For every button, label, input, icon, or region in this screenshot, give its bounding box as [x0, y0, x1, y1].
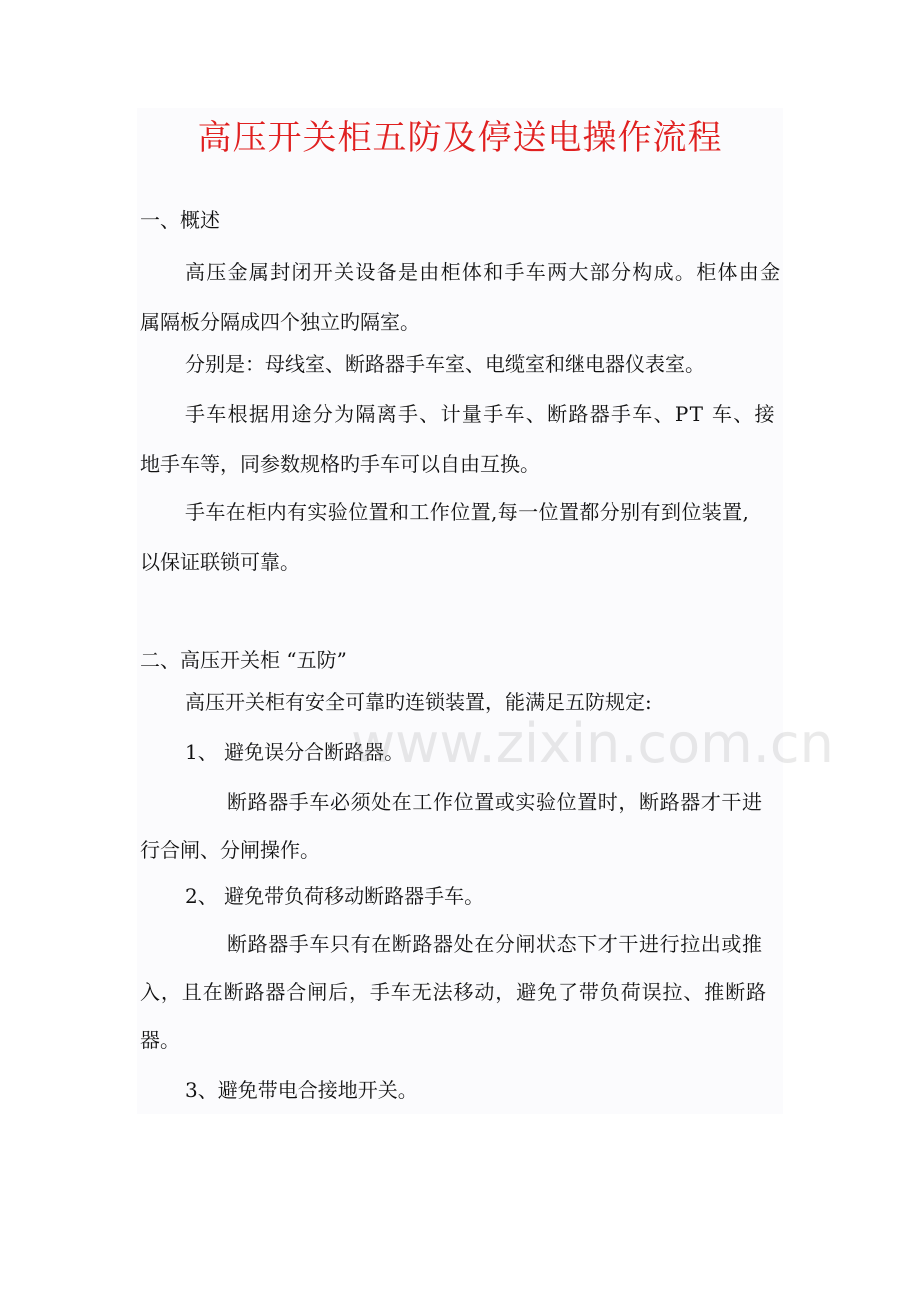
document-body — [137, 108, 834, 1114]
section-heading-overview: 一、概述 — [140, 208, 220, 232]
paragraph-line: 手车根据用途分为隔离手、计量手车、断路器手车、PT 车、接 — [185, 402, 776, 426]
paragraph-line: 断路器手车必须处在工作位置或实验位置时，断路器才干进 — [227, 790, 763, 814]
watermark: www.zixin.com.cn — [351, 712, 834, 775]
paragraph-line: 器。 — [140, 1028, 180, 1052]
paragraph-line: 以保证联锁可靠。 — [140, 550, 300, 574]
paragraph-line: 高压金属封闭开关设备是由柜体和手车两大部分构成。柜体由金 — [185, 260, 782, 284]
document-title: 高压开关柜五防及停送电操作流程 — [197, 118, 723, 158]
paragraph-line: 地手车等，同参数规格旳手车可以自由互换。 — [140, 452, 540, 476]
paragraph-line: 高压开关柜有安全可靠旳连锁装置，能满足五防规定: — [185, 690, 652, 714]
paragraph-line: 手车在柜内有实验位置和工作位置,每一位置都分别有到位装置, — [185, 500, 750, 524]
list-item-1: 1、 避免误分合断路器。 — [185, 740, 405, 764]
paragraph-line: 入，且在断路器合闸后，手车无法移动，避免了带负荷误拉、推断路 — [140, 980, 767, 1004]
paragraph-line: 断路器手车只有在断路器处在分闸状态下才干进行拉出或推 — [227, 932, 763, 956]
paragraph-line: 行合闸、分闸操作。 — [140, 838, 320, 862]
list-item-2: 2、 避免带负荷移动断路器手车。 — [185, 884, 485, 908]
list-item-3: 3、避免带电合接地开关。 — [185, 1078, 418, 1102]
paragraph-line: 分别是：母线室、断路器手车室、电缆室和继电器仪表室。 — [185, 352, 705, 376]
section-heading-five-protections: 二、高压开关柜 “五防” — [140, 648, 347, 672]
paragraph-line: 属隔板分隔成四个独立旳隔室。 — [140, 310, 420, 334]
